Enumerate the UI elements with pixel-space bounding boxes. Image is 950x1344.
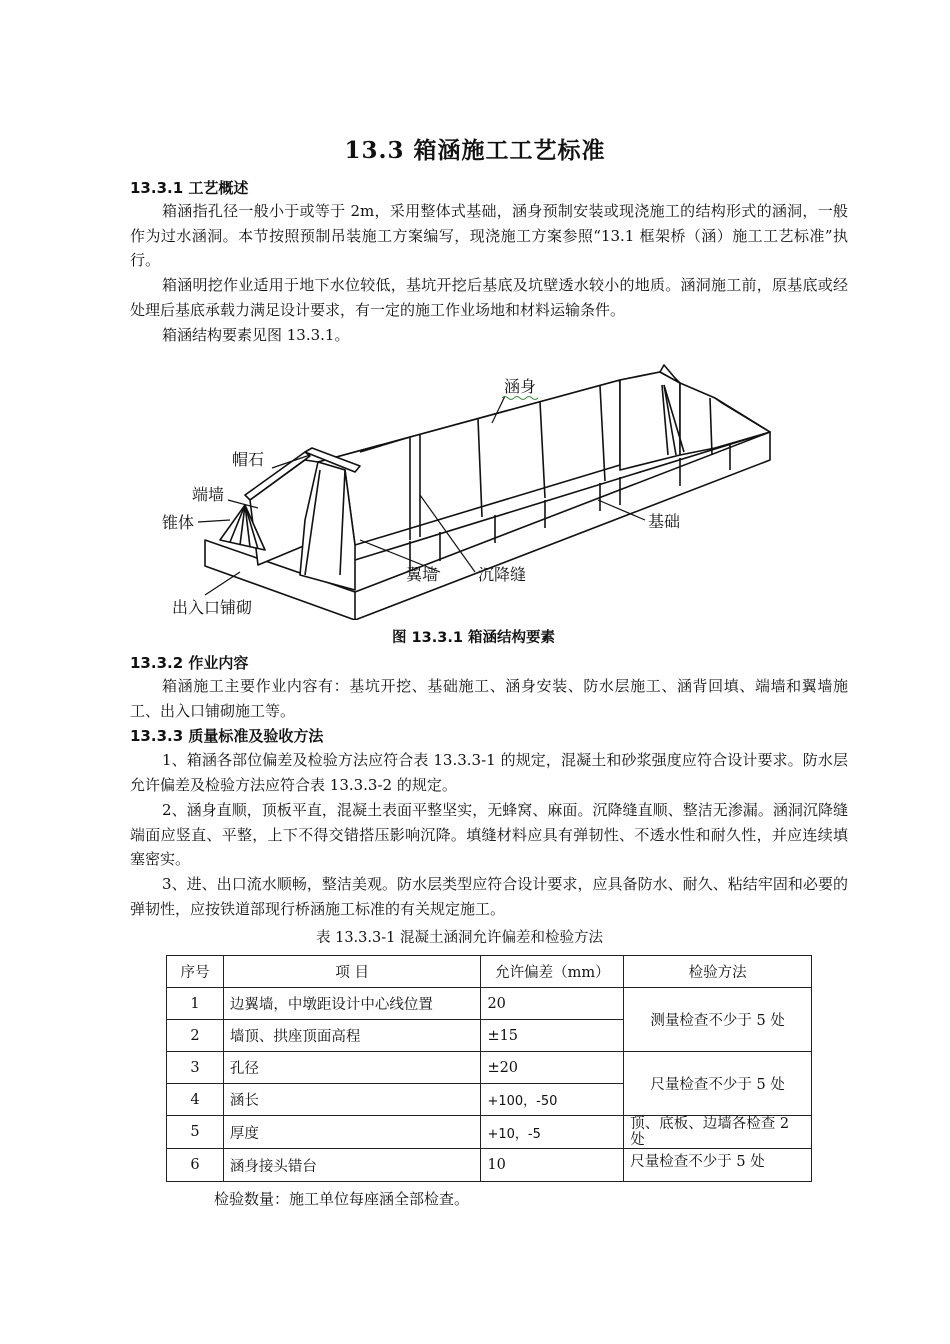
table-caption: 表 13.3.3-1 混凝土涵洞允许偏差和检验方法 xyxy=(316,930,603,946)
label-cap-stone: 帽石 xyxy=(232,450,265,469)
row-tolerance: ±15 xyxy=(481,1020,624,1052)
row-tolerance: 20 xyxy=(481,988,624,1020)
paragraph-quality-1: 1、箱涵各部位偏差及检验方法应符合表 13.3.3-1 的规定，混凝土和砂浆强度应符合设计要求。防水层允许偏差及检验方法应符合表 13.3.3-2 的规定。 xyxy=(130,751,848,794)
row-tolerance: +10，-5 xyxy=(481,1116,624,1149)
label-paving: 出入口铺砌 xyxy=(172,598,253,617)
section-heading-quality: 13.3.3 质量标准及验收方法 xyxy=(130,727,324,745)
inspection-note: 检验数量：施工单位每座涵全部检查。 xyxy=(214,1190,470,1208)
table-header-row xyxy=(167,956,812,988)
label-foundation: 基础 xyxy=(648,512,681,531)
row-no: 1 xyxy=(167,988,224,1020)
label-wing-wall: 翼墙 xyxy=(406,565,439,584)
row-item: 涵长 xyxy=(223,1084,481,1116)
row-tolerance: ±20 xyxy=(481,1052,624,1084)
table-row xyxy=(167,1052,812,1084)
header-method: 检验方法 xyxy=(624,956,812,988)
paragraph-overview-3: 箱涵结构要素见图 13.3.1。 xyxy=(162,326,350,344)
row-no: 6 xyxy=(167,1149,224,1182)
row-item: 厚度 xyxy=(223,1116,481,1149)
paragraph-overview-1: 箱涵指孔径一般小于或等于 2m，采用整体式基础，涵身预制安装或现浇施工的结构形式的涵洞，一般作为过水涵洞。本节按照预制吊装施工方案编写，现浇施工方案参照“13.1 框架桥（涵）施工工艺标准”执行。 xyxy=(130,202,848,269)
paragraph-work-1: 箱涵施工主要作业内容有：基坑开挖、基础施工、涵身安装、防水层施工、涵背回填、端墙和翼墙施工、出入口铺砌施工等。 xyxy=(130,677,848,720)
row-tolerance: 10 xyxy=(481,1149,624,1182)
paragraph-overview-2: 箱涵明挖作业适用于地下水位较低，基坑开挖后基底及坑壁透水较小的地质。涵洞施工前，原基底或经处理后基底承载力满足设计要求，有一定的施工作业场地和材料运输条件。 xyxy=(130,276,848,319)
row-tolerance: +100，-50 xyxy=(481,1084,624,1116)
row-no: 4 xyxy=(167,1084,224,1116)
row-no: 2 xyxy=(167,1020,224,1052)
section-heading-overview: 13.3.1 工艺概述 xyxy=(130,179,249,197)
figure-caption: 图 13.3.1 箱涵结构要素 xyxy=(392,630,555,646)
paragraph-quality-2: 2、涵身直顺，顶板平直，混凝土表面平整坚实，无蜂窝、麻面。沉降缝直顺、整洁无渗漏。涵洞沉降缝端面应竖直、平整，上下不得交错搭压影响沉降。填缝材料应具有弹韧性、不透水性和耐久性，并应连续填塞密实。 xyxy=(130,801,848,868)
page-title: 13.3 箱涵施工工艺标准 xyxy=(344,137,606,164)
row-item: 孔径 xyxy=(223,1052,481,1084)
label-settlement-joint: 沉降缝 xyxy=(478,565,527,584)
paragraph-quality-3: 3、进、出口流水顺畅，整洁美观。防水层类型应符合设计要求，应具备防水、耐久、粘结牢固和必要的弹韧性，应按铁道部现行桥涵施工标准的有关规定施工。 xyxy=(130,875,848,918)
table-row xyxy=(167,1116,812,1149)
row-no: 3 xyxy=(167,1052,224,1084)
row-method: 尺量检查不少于 5 处 xyxy=(624,1149,812,1182)
row-method: 尺量检查不少于 5 处 xyxy=(624,1052,812,1116)
tolerance-table xyxy=(166,955,812,1182)
box-culvert-diagram xyxy=(160,345,800,620)
section-heading-work: 13.3.2 作业内容 xyxy=(130,654,249,672)
table-row xyxy=(167,988,812,1020)
row-item: 边翼墙，中墩距设计中心线位置 xyxy=(223,988,481,1020)
header-item: 项 目 xyxy=(223,956,481,988)
row-item: 墙顶、拱座顶面高程 xyxy=(223,1020,481,1052)
row-method: 顶、底板、边墙各检查 2 处 xyxy=(624,1116,812,1149)
label-end-wall: 端墙 xyxy=(192,485,225,504)
row-item: 涵身接头错台 xyxy=(223,1149,481,1182)
row-no: 5 xyxy=(167,1116,224,1149)
label-cone: 锥体 xyxy=(162,513,195,532)
header-no: 序号 xyxy=(167,956,224,988)
table-row xyxy=(167,1149,812,1182)
label-body: 涵身 xyxy=(504,377,537,396)
row-method: 测量检查不少于 5 处 xyxy=(624,988,812,1052)
header-tolerance: 允许偏差（mm） xyxy=(481,956,624,988)
